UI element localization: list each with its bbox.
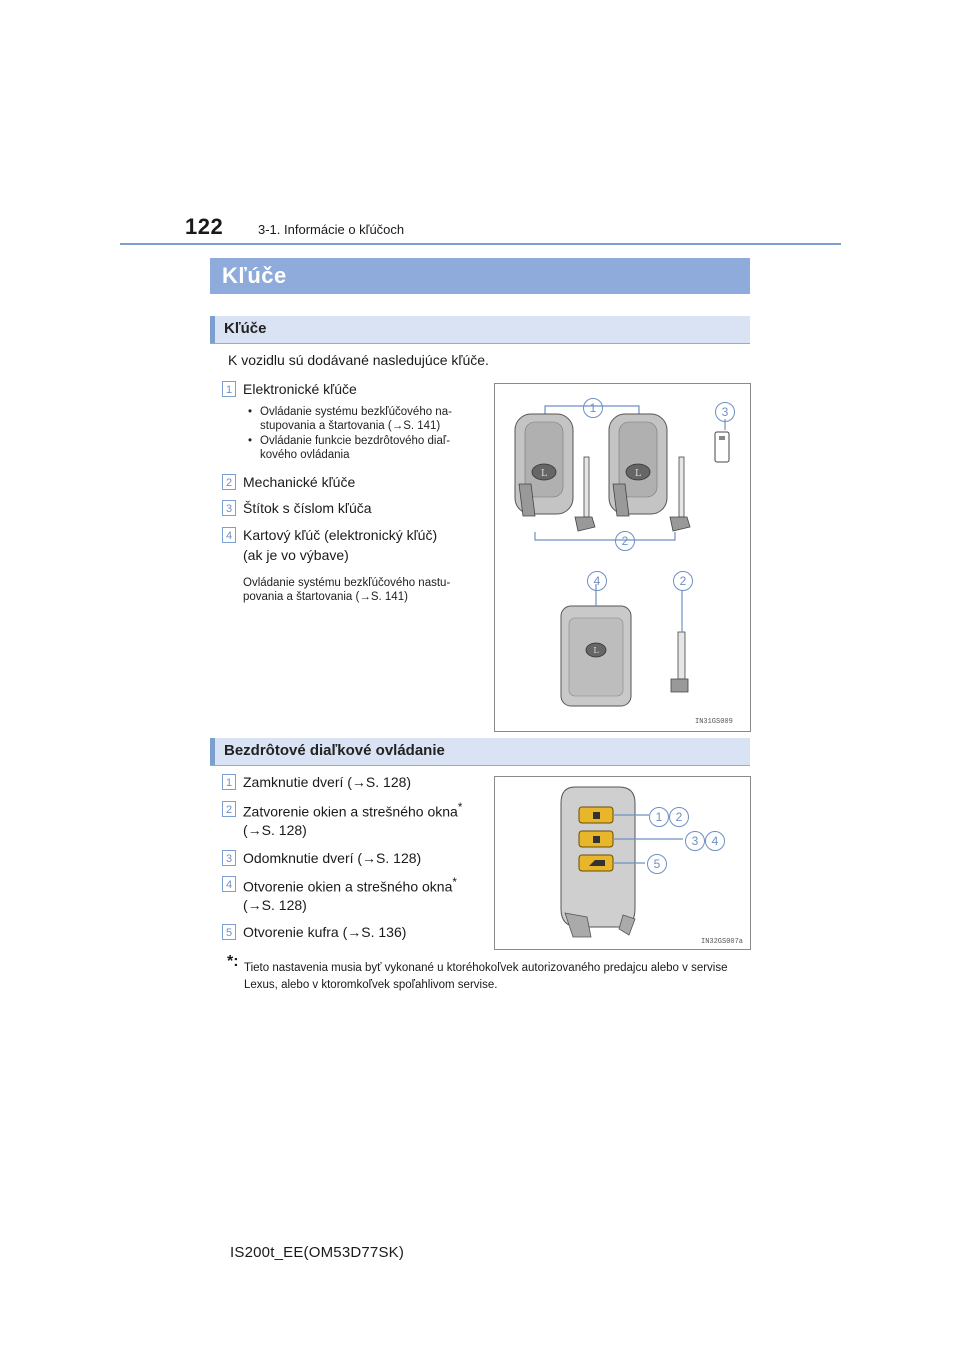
card-key-note — [243, 576, 483, 604]
callout-2b: 2 — [673, 571, 693, 591]
item-number-badge: 4 — [222, 876, 236, 892]
item-label-open-windows-text: Otvorenie okien a strešného okna — [243, 878, 453, 895]
footnote-mark: *: — [227, 953, 239, 970]
figure-code: IN32GS007a — [701, 938, 744, 946]
header-divider — [120, 243, 841, 245]
section-heading-keys — [210, 316, 750, 344]
trunk-button — [579, 855, 613, 871]
section-heading-remote-title: Bezdrôtové diaľkové ovládanie — [224, 742, 445, 759]
item-label-card-key-note: (ak je vo výbave) — [243, 547, 349, 563]
svg-text:L: L — [541, 469, 547, 479]
bullet-line: • Ovládanie systému bezkľúčového na- — [260, 406, 452, 418]
callout-4: 4 — [587, 571, 607, 591]
bullet-note — [260, 405, 490, 433]
item-label-open-trunk: Otvorenie kufra (→S. 136) — [243, 924, 407, 940]
card-mechanical-key — [671, 632, 688, 692]
mechanical-key-blade — [575, 457, 595, 531]
item-label-open-windows-ref: (→S. 128) — [243, 897, 307, 913]
bullet-line: • Ovládanie funkcie bezdrôtového diaľ- — [260, 435, 451, 447]
footnote-star: * — [452, 876, 457, 889]
item-number-badge: 1 — [222, 381, 236, 397]
footnote-text: Tieto nastavenia musia byť vykonané u ktoréhokoľvek autorizovaného predajcu alebo v servise Lexus, alebo v ktoromkoľvek spoľahlivom servise. — [244, 962, 728, 991]
document-code: IS200t_EE(OM53D77SK) — [230, 1244, 405, 1261]
item-number-badge: 3 — [222, 500, 236, 516]
mechanical-key-blade — [670, 457, 690, 531]
callout-1: 1 — [583, 398, 603, 418]
callout-3: 3 — [715, 402, 735, 422]
keys-drawing — [495, 384, 750, 731]
remote-illustration — [494, 776, 751, 950]
item-number-badge: 3 — [222, 850, 236, 866]
callout-5: 5 — [647, 854, 667, 874]
key-number-plate — [715, 432, 729, 462]
item-label-key-number-plate: Štítok s číslom kľúča — [243, 500, 372, 516]
page-number: 122 — [185, 214, 224, 239]
lock-button — [579, 807, 613, 823]
item-label-lock: Zamknutie dverí (→S. 128) — [243, 774, 412, 790]
item-number-badge: 4 — [222, 527, 236, 543]
callout-2: 2 — [669, 807, 689, 827]
callout-1: 1 — [649, 807, 669, 827]
remote-drawing — [495, 777, 750, 949]
item-number-badge: 2 — [222, 474, 236, 490]
item-label-electronic-keys: Elektronické kľúče — [243, 381, 357, 397]
breadcrumb: 3-1. Informácie o kľúčoch — [258, 222, 405, 237]
callout-2: 2 — [615, 531, 635, 551]
electronic-key-fob — [515, 414, 573, 516]
card-key-note-line: povania a štartovania (→S. 141) — [243, 591, 408, 603]
item-label-close-windows-ref: (→S. 128) — [243, 822, 307, 838]
footnote-star: * — [457, 801, 463, 814]
card-key-note-line: Ovládanie systému bezkľúčového nastu- — [243, 577, 451, 589]
bullet-line: stupovania a štartovania (→S. 141) — [260, 420, 441, 432]
callout-4: 4 — [705, 831, 725, 851]
bullet-note — [260, 434, 490, 462]
callout-3: 3 — [685, 831, 705, 851]
keys-illustration — [494, 383, 751, 732]
figure-code: IN31GS009 — [695, 718, 733, 726]
item-number-badge: 1 — [222, 774, 236, 790]
card-key — [561, 606, 631, 706]
electronic-key-fob — [609, 414, 667, 516]
item-label-card-key: Kartový kľúč (elektronický kľúč) — [243, 527, 438, 543]
item-label-open-windows — [243, 876, 457, 895]
item-number-badge: 5 — [222, 924, 236, 940]
item-label-mechanical-keys: Mechanické kľúče — [243, 474, 356, 490]
main-heading: Kľúče — [222, 263, 287, 288]
section-heading-keys-title: Kľúče — [224, 320, 267, 337]
unlock-button — [579, 831, 613, 847]
intro-text: K vozidlu sú dodávané nasledujúce kľúče. — [228, 352, 489, 368]
bullet-line: kového ovládania — [260, 449, 350, 461]
item-label-close-windows — [243, 801, 462, 820]
item-label-unlock: Odomknutie dverí (→S. 128) — [243, 850, 422, 866]
main-heading-bar — [210, 258, 750, 294]
section-heading-remote — [210, 738, 750, 766]
svg-text:L: L — [593, 646, 599, 655]
item-number-badge: 2 — [222, 801, 236, 817]
item-label-close-windows-text: Zatvorenie okien a strešného okna — [243, 803, 458, 820]
svg-text:L: L — [635, 469, 641, 479]
